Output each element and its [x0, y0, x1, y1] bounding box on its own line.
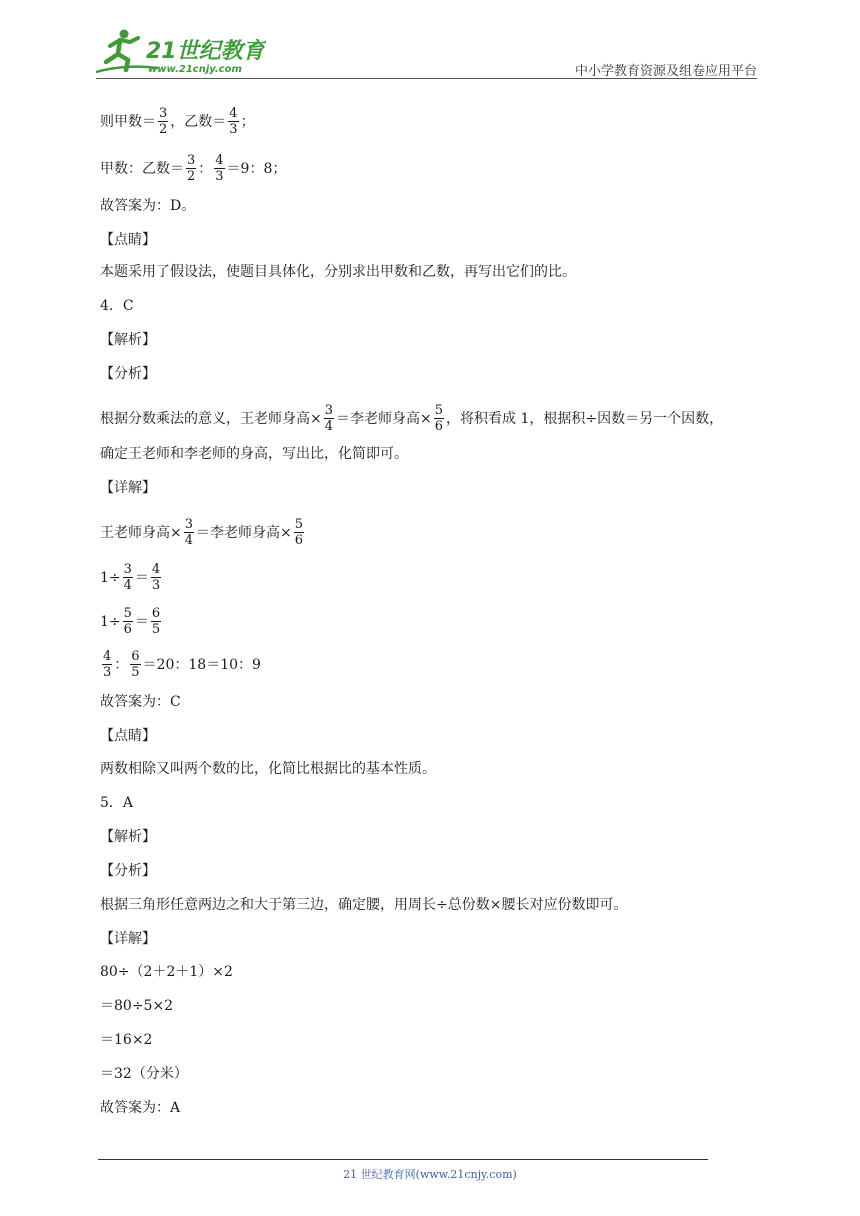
- text-line: 确定王老师和李老师的身高，写出比，化简即可。: [100, 446, 408, 462]
- fraction: $\frac{5}{6}$: [294, 517, 304, 548]
- fraction: $\frac{4}{3}$: [103, 649, 112, 680]
- fraction: $\frac{3}{4}$: [123, 562, 132, 593]
- header-divider: [96, 78, 757, 79]
- section-label: 【详解】: [100, 480, 156, 496]
- header-platform-text: 中小学教育资源及组卷应用平台: [574, 64, 757, 79]
- fraction: $\frac{3}{4}$: [324, 403, 334, 434]
- section-label: 【解析】: [100, 332, 156, 348]
- logo-url: www.21cnjy.com: [148, 64, 242, 75]
- text-line: 故答案为：C: [100, 694, 181, 710]
- section-label: 【点睛】: [100, 728, 156, 744]
- page-header: [0, 0, 860, 80]
- fraction: $\frac{4}{3}$: [215, 153, 224, 184]
- fraction: $\frac{3}{4}$: [184, 517, 194, 548]
- text-line: ＝80÷5×2: [100, 998, 174, 1014]
- section-label: 【解析】: [100, 829, 156, 845]
- text-line: 王老师身高× $\frac{3}{4}$ ＝李老师身高× $\frac{5}{6}$: [100, 517, 304, 548]
- text-line: $\frac{4}{3}$ ： $\frac{6}{5}$ ＝20：18＝10：9: [103, 649, 261, 680]
- fraction: $\frac{3}{2}$: [159, 106, 168, 137]
- fraction: $\frac{6}{5}$: [151, 606, 161, 637]
- section-label: 【点睛】: [100, 232, 156, 248]
- fraction: $\frac{3}{2}$: [187, 153, 196, 184]
- fraction: $\frac{6}{5}$: [131, 649, 140, 680]
- text-line: 则甲数＝ $\frac{3}{2}$ ，乙数＝ $\frac{4}{3}$ ；: [100, 106, 255, 137]
- text-line: 两数相除又叫两个数的比，化简比根据比的基本性质。: [100, 761, 436, 777]
- section-label: 【分析】: [100, 863, 156, 879]
- section-label: 【分析】: [100, 366, 156, 382]
- fraction: $\frac{5}{6}$: [434, 403, 444, 434]
- text-line: 1÷ $\frac{5}{6}$ ＝ $\frac{6}{5}$: [100, 606, 161, 637]
- text-line: 80÷（2＋2＋1）×2: [100, 964, 233, 980]
- text-line: 故答案为：D。: [100, 198, 196, 214]
- text-line: ＝32（分米）: [100, 1066, 188, 1082]
- question-number: 5．A: [100, 795, 134, 811]
- fraction: $\frac{4}{3}$: [229, 106, 238, 137]
- text-line: ＝16×2: [100, 1032, 153, 1048]
- text-line: 1÷ $\frac{3}{4}$ ＝ $\frac{4}{3}$: [100, 562, 161, 593]
- footer-divider: [98, 1159, 708, 1160]
- section-label: 【详解】: [100, 931, 156, 947]
- text-line: 故答案为：A: [100, 1100, 181, 1116]
- text-line: 根据分数乘法的意义，王老师身高× $\frac{3}{4}$ ＝李老师身高× $\frac{5}{6}$ ，将积看成 1，根据积÷因数＝另一个因数，: [100, 403, 724, 434]
- text-line: 甲数：乙数＝ $\frac{3}{2}$ ： $\frac{4}{3}$ ＝9：8；: [100, 153, 287, 184]
- logo-text: 21世纪教育: [146, 39, 265, 64]
- logo: [96, 28, 266, 76]
- fraction: $\frac{5}{6}$: [123, 606, 132, 637]
- fraction: $\frac{4}{3}$: [151, 562, 161, 593]
- text-line: 本题采用了假设法，使题目具体化，分别求出甲数和乙数，再写出它们的比。: [100, 264, 576, 280]
- question-number: 4．C: [100, 298, 134, 314]
- footer-text: 21 世纪教育网(www.21cnjy.com): [343, 1168, 517, 1181]
- text-line: 根据三角形任意两边之和大于第三边，确定腰，用周长÷总份数×腰长对应份数即可。: [100, 897, 628, 913]
